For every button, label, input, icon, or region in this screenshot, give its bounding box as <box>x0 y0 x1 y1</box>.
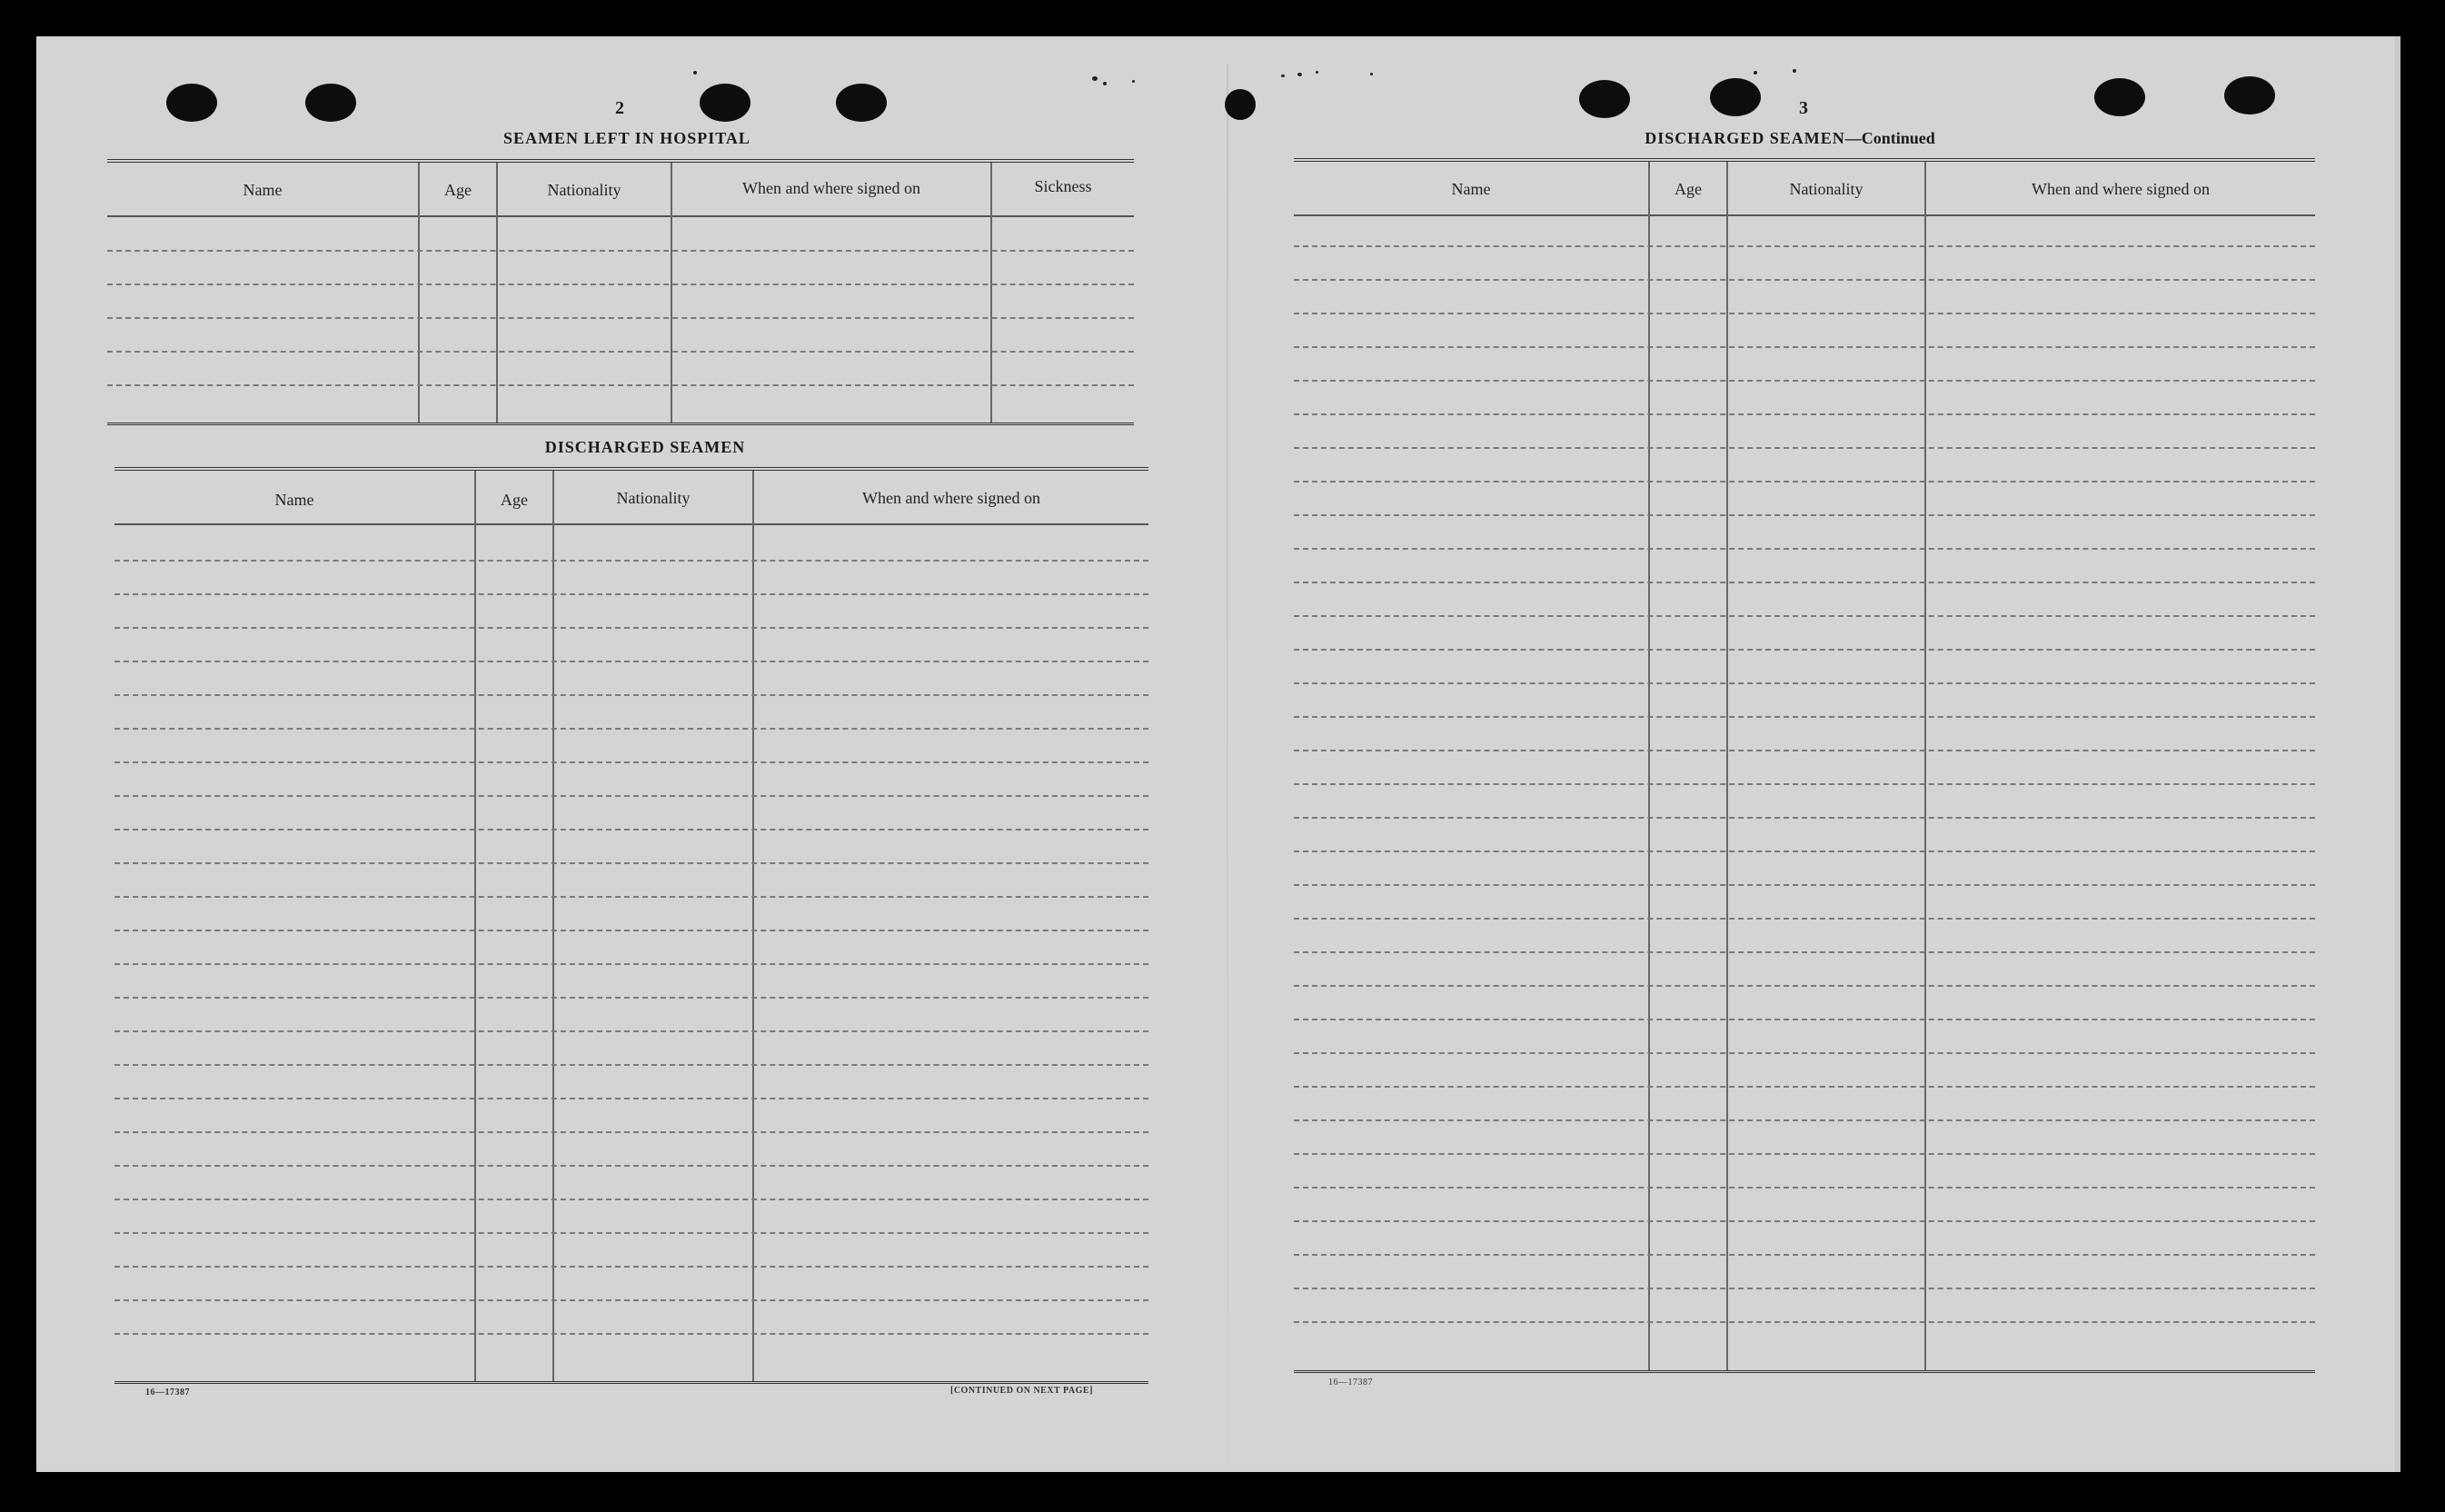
table-row[interactable] <box>114 795 1148 797</box>
table-row[interactable] <box>1294 750 2315 751</box>
table-row[interactable] <box>114 1199 1148 1200</box>
table-row[interactable] <box>1294 1254 2315 1256</box>
table-row[interactable] <box>114 1030 1148 1032</box>
punch-hole <box>1225 89 1256 120</box>
column-header-name: Name <box>243 181 283 199</box>
table-row[interactable] <box>1294 481 2315 482</box>
table-row[interactable] <box>114 1064 1148 1066</box>
discharged-table-left <box>114 467 1148 1384</box>
punch-hole <box>1579 80 1630 118</box>
table-row[interactable] <box>1294 649 2315 651</box>
column-header-age: Age <box>444 181 472 199</box>
column-divider <box>474 471 476 1381</box>
column-divider <box>752 471 754 1381</box>
column-header-nationality: Nationality <box>547 181 621 199</box>
table-row[interactable] <box>1294 985 2315 987</box>
table-row[interactable] <box>114 1098 1148 1099</box>
form-number-right: 16—17387 <box>1328 1378 1373 1388</box>
column-header-when-where: When and where signed on <box>2032 180 2210 198</box>
table-row[interactable] <box>1294 783 2315 785</box>
table-row[interactable] <box>1294 1220 2315 1222</box>
table-row[interactable] <box>114 1165 1148 1167</box>
punch-hole <box>700 84 750 122</box>
column-header-age: Age <box>1675 180 1702 198</box>
table-row[interactable] <box>107 317 1134 319</box>
table-row[interactable] <box>1294 514 2315 516</box>
table-row[interactable] <box>1294 817 2315 819</box>
column-header-nationality: Nationality <box>1789 180 1864 198</box>
table-row[interactable] <box>114 1266 1148 1268</box>
column-divider <box>552 471 554 1381</box>
table-row[interactable] <box>1294 1019 2315 1020</box>
table-row[interactable] <box>1294 615 2315 617</box>
table-row[interactable] <box>114 896 1148 898</box>
table-row[interactable] <box>107 250 1134 252</box>
form-number-left: 16—17387 <box>145 1388 190 1398</box>
table-row[interactable] <box>1294 447 2315 449</box>
table-row[interactable] <box>114 1333 1148 1335</box>
punch-hole <box>166 84 217 122</box>
column-divider <box>1924 162 1926 1370</box>
table-row[interactable] <box>1294 548 2315 550</box>
table-row[interactable] <box>107 284 1134 285</box>
discharged-table-right <box>1294 158 2315 1373</box>
column-header-age: Age <box>501 491 528 509</box>
table-row[interactable] <box>1294 413 2315 415</box>
table-row[interactable] <box>1294 682 2315 684</box>
table-row[interactable] <box>114 997 1148 999</box>
table-row[interactable] <box>114 1131 1148 1133</box>
table-row[interactable] <box>1294 716 2315 718</box>
continued-suffix: —Continued <box>1844 129 1935 147</box>
table-row[interactable] <box>1294 346 2315 348</box>
table-row[interactable] <box>114 1232 1148 1234</box>
column-header-when-where: When and where signed on <box>742 179 920 197</box>
hospital-section-title: SEAMEN LEFT IN HOSPITAL <box>503 129 750 147</box>
table-row[interactable] <box>107 384 1134 386</box>
table-row[interactable] <box>1294 313 2315 314</box>
table-row[interactable] <box>1294 380 2315 382</box>
table-row[interactable] <box>114 728 1148 730</box>
discharged-title: DISCHARGED SEAMEN <box>1645 129 1845 147</box>
punch-hole <box>836 84 887 122</box>
table-row[interactable] <box>1294 1119 2315 1121</box>
table-row[interactable] <box>114 761 1148 763</box>
table-row[interactable] <box>114 930 1148 931</box>
table-row[interactable] <box>114 694 1148 696</box>
table-row[interactable] <box>1294 1086 2315 1088</box>
column-header-name: Name <box>1451 180 1491 198</box>
column-divider <box>1726 162 1728 1370</box>
page-number-right: 3 <box>1799 98 1808 118</box>
continued-note: [CONTINUED ON NEXT PAGE] <box>950 1386 1093 1396</box>
column-header-nationality: Nationality <box>616 489 691 507</box>
punch-hole <box>1710 78 1761 116</box>
column-header-when-where: When and where signed on <box>862 489 1040 507</box>
punch-hole <box>2224 76 2275 114</box>
table-row[interactable] <box>1294 1288 2315 1289</box>
page-number-left: 2 <box>615 98 624 118</box>
table-row[interactable] <box>114 829 1148 831</box>
table-row[interactable] <box>114 593 1148 595</box>
table-row[interactable] <box>114 560 1148 562</box>
table-row[interactable] <box>1294 582 2315 583</box>
discharged-section-title: DISCHARGED SEAMEN <box>544 438 746 456</box>
page-edge <box>2395 36 2400 1472</box>
center-fold <box>1227 64 1228 1463</box>
column-divider <box>1648 162 1650 1370</box>
table-row[interactable] <box>1294 279 2315 281</box>
table-row[interactable] <box>1294 951 2315 953</box>
table-row[interactable] <box>114 1299 1148 1301</box>
table-row[interactable] <box>114 963 1148 965</box>
table-row[interactable] <box>1294 245 2315 247</box>
table-row[interactable] <box>1294 1187 2315 1189</box>
column-header-sickness: Sickness <box>1034 177 1092 195</box>
table-row[interactable] <box>107 351 1134 353</box>
table-row[interactable] <box>114 862 1148 864</box>
hospital-table <box>107 159 1134 425</box>
table-row[interactable] <box>114 627 1148 629</box>
punch-hole <box>2094 78 2145 116</box>
discharged-continued-title <box>1545 129 2035 148</box>
table-row[interactable] <box>1294 1052 2315 1054</box>
table-row[interactable] <box>114 661 1148 662</box>
table-row[interactable] <box>1294 884 2315 886</box>
table-row[interactable] <box>1294 918 2315 920</box>
column-header-name: Name <box>274 491 314 509</box>
table-row[interactable] <box>1294 1153 2315 1155</box>
punch-hole <box>305 84 356 122</box>
table-row[interactable] <box>1294 850 2315 852</box>
table-row[interactable] <box>1294 1321 2315 1323</box>
